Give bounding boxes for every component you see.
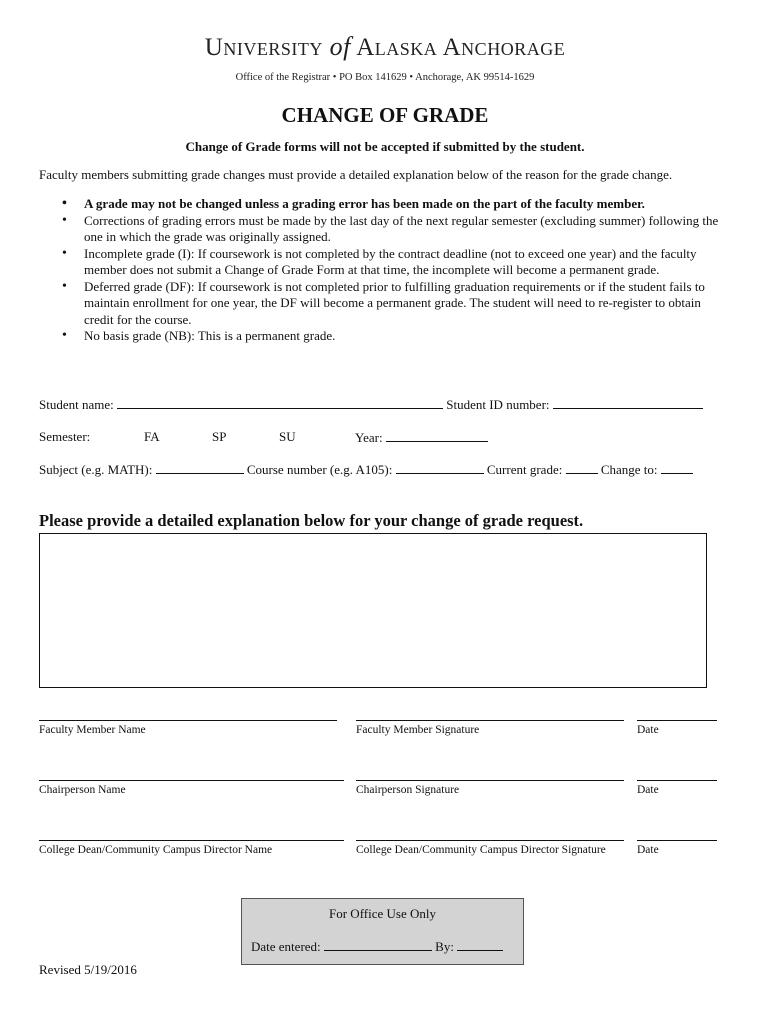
semester-option-sp[interactable]: SP — [212, 429, 227, 444]
student-name-label: Student name: — [39, 397, 114, 412]
list-item: • Corrections of grading errors must be made by the last day of the next regular semester (excluding summer) following the one in which the grade was originally assigned. — [84, 213, 724, 246]
current-grade-label: Current grade: — [486, 462, 563, 477]
dean-signature-label: College Dean/Community Campus Director Signature — [356, 844, 606, 856]
university-name-of: of — [329, 32, 351, 61]
course-number-label: Course number (e.g. A105): — [246, 462, 393, 477]
university-name-part1: University — [204, 34, 323, 61]
subject-field[interactable] — [156, 461, 244, 474]
student-id-field[interactable] — [553, 396, 703, 409]
date-entered-field[interactable] — [324, 938, 432, 951]
semester-option-fa[interactable]: FA — [144, 429, 160, 444]
list-item: • Deferred grade (DF): If coursework is not completed prior to fulfilling graduation requirements or if the student fails to maintain enrollment for one year, the DF will become a permanent grade. The student will need to re-register to obtain credit for the course. — [84, 279, 724, 329]
registrar-address: Office of the Registrar • PO Box 141629 • Anchorage, AK 99514-1629 — [235, 72, 535, 83]
list-item: • A grade may not be changed unless a grading error has been made on the part of the faculty member. — [84, 196, 724, 213]
faculty-date-label: Date — [637, 724, 659, 736]
dean-signature-line[interactable] — [356, 840, 624, 841]
year-row — [355, 429, 488, 446]
by-label: By: — [435, 939, 454, 954]
dean-date-label: Date — [637, 844, 659, 856]
faculty-name-line[interactable] — [39, 720, 337, 721]
university-name-part2: Alaska Anchorage — [356, 34, 566, 61]
faculty-date-line[interactable] — [637, 720, 717, 721]
year-field[interactable] — [386, 429, 488, 442]
explanation-heading: Please provide a detailed explanation below for your change of grade request. — [39, 511, 584, 530]
faculty-signature-line[interactable] — [356, 720, 624, 721]
dean-name-label: College Dean/Community Campus Director Name — [39, 844, 273, 856]
semester-label: Semester: — [39, 429, 91, 444]
office-use-title: For Office Use Only — [329, 906, 436, 921]
revision-date: Revised 5/19/2016 — [39, 962, 137, 977]
course-row — [39, 461, 693, 478]
university-name — [0, 32, 770, 62]
chair-name-label: Chairperson Name — [39, 784, 126, 796]
chair-name-line[interactable] — [39, 780, 344, 781]
student-id-label: Student ID number: — [446, 397, 550, 412]
chair-signature-label: Chairperson Signature — [356, 784, 460, 796]
dean-date-line[interactable] — [637, 840, 717, 841]
rules-list — [84, 196, 724, 345]
list-item: • Incomplete grade (I): If coursework is not completed by the contract deadline (not to exceed one year) and the faculty member does not submit a Change of Grade Form at that time, the incomplete will become a permanent grade. — [84, 246, 724, 279]
office-use-row — [251, 938, 503, 955]
dean-name-line[interactable] — [39, 840, 344, 841]
student-name-row — [39, 396, 703, 413]
faculty-signature-label: Faculty Member Signature — [356, 724, 480, 736]
current-grade-field[interactable] — [566, 461, 598, 474]
chair-date-label: Date — [637, 784, 659, 796]
explanation-textarea[interactable] — [39, 533, 707, 688]
year-label: Year: — [355, 430, 383, 445]
submission-notice: Change of Grade forms will not be accepted if submitted by the student. — [185, 139, 585, 154]
date-entered-label: Date entered: — [251, 939, 321, 954]
intro-text: Faculty members submitting grade changes must provide a detailed explanation below of the reason for the grade change. — [39, 167, 673, 182]
list-item: • No basis grade (NB): This is a permanent grade. — [84, 328, 724, 345]
change-to-label: Change to: — [600, 462, 658, 477]
by-field[interactable] — [457, 938, 503, 951]
subject-label: Subject (e.g. MATH): — [39, 462, 153, 477]
semester-option-su[interactable]: SU — [279, 429, 296, 444]
student-name-field[interactable] — [117, 396, 443, 409]
faculty-name-label: Faculty Member Name — [39, 724, 146, 736]
form-title: CHANGE OF GRADE — [281, 103, 489, 127]
chair-date-line[interactable] — [637, 780, 717, 781]
chair-signature-line[interactable] — [356, 780, 624, 781]
course-number-field[interactable] — [396, 461, 484, 474]
change-to-field[interactable] — [661, 461, 693, 474]
